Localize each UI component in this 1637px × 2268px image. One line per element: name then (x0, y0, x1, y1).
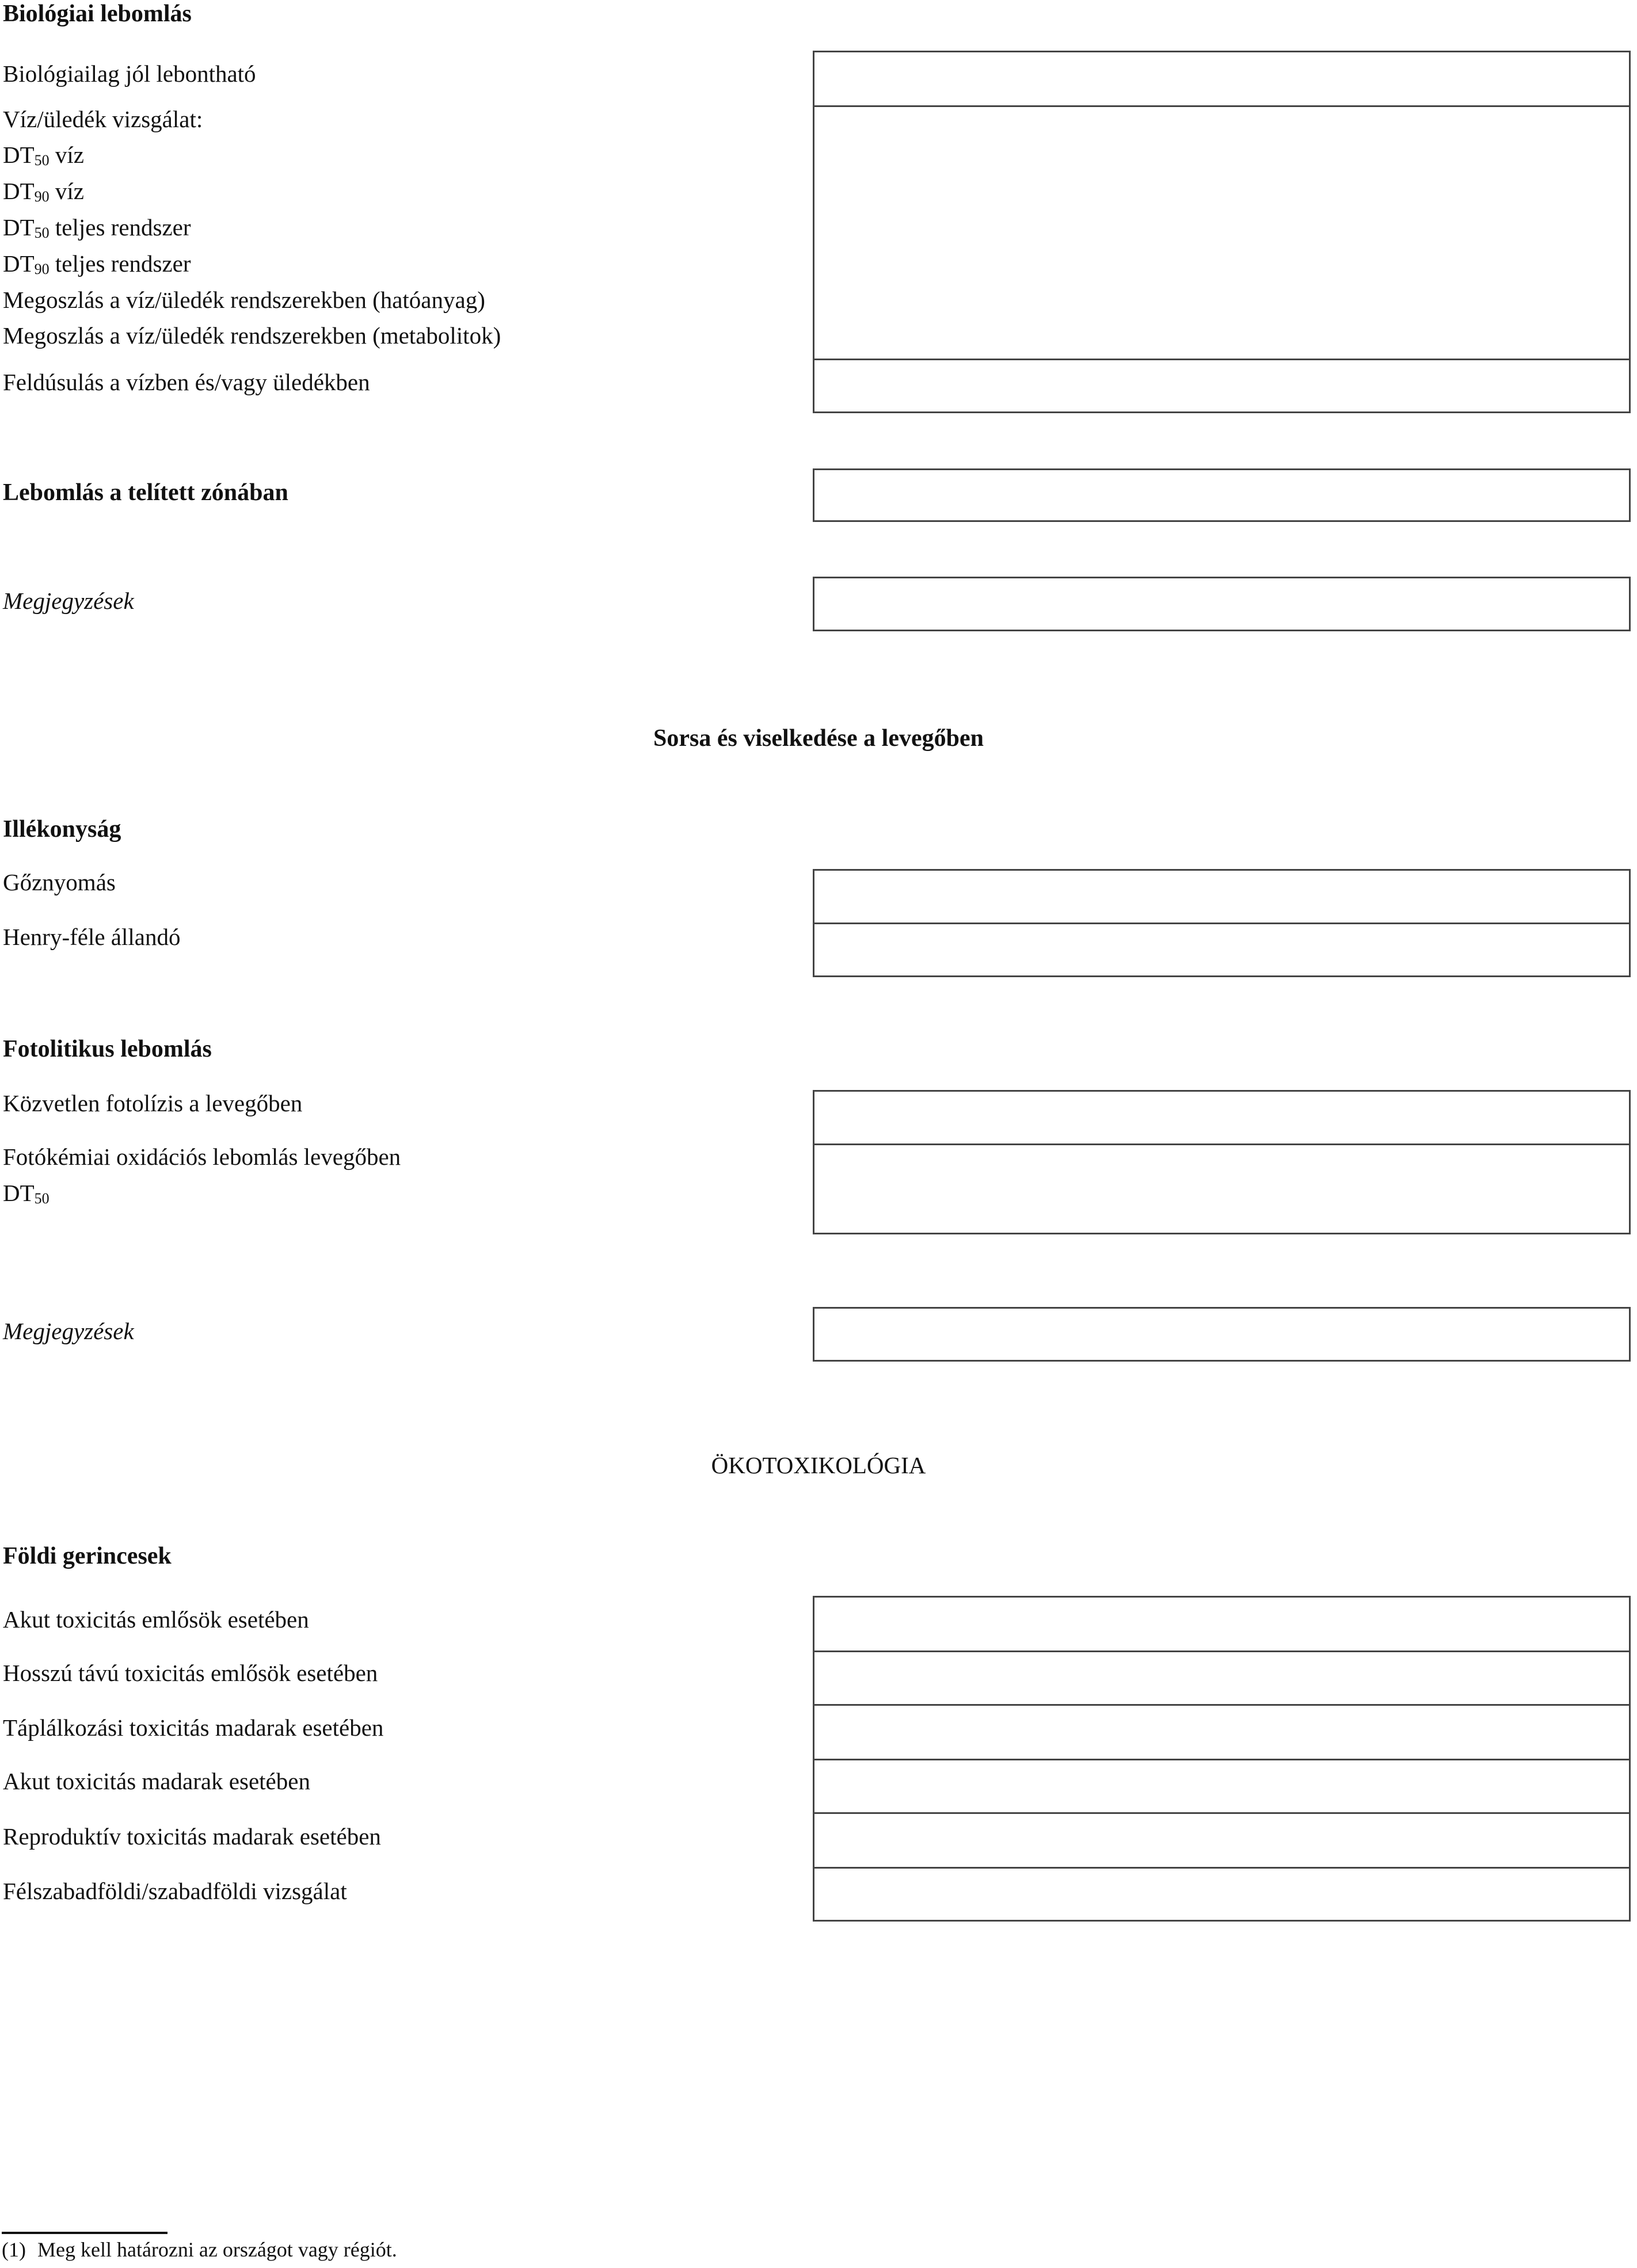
label-readily-biodegradable: Biológiailag jól lebontható (3, 60, 256, 87)
heading-terrestrial-vertebrates: Földi gerincesek (3, 1543, 172, 1569)
footnote-text: Meg kell határozni az országot vagy régiót. (37, 2238, 397, 2261)
footnote-marker: (1) (2, 2238, 26, 2261)
label-reproductive-birds: Reproduktív toxicitás madarak esetében (3, 1823, 381, 1850)
field-field-study[interactable] (813, 1867, 1631, 1922)
field-photochemical-oxidation[interactable] (813, 1143, 1631, 1234)
label-remarks-air: Megjegyzések (3, 1318, 134, 1344)
field-dietary-birds[interactable] (813, 1704, 1631, 1760)
label-dietary-birds: Táplálkozási toxicitás madarak esetében (3, 1714, 384, 1741)
field-acute-birds[interactable] (813, 1759, 1631, 1814)
label-acute-mammals: Akut toxicitás emlősök esetében (3, 1606, 309, 1633)
label-longterm-mammals: Hosszú távú toxicitás emlősök esetében (3, 1660, 378, 1686)
label-water-sediment-study: Víz/üledék vizsgálat: (3, 106, 203, 132)
field-vapour-pressure[interactable] (813, 869, 1631, 924)
label-remarks: Megjegyzések (3, 588, 134, 614)
label-field-study: Félszabadföldi/szabadföldi vizsgálat (3, 1878, 347, 1904)
footnote-divider (2, 2232, 167, 2234)
field-water-sediment[interactable] (813, 105, 1631, 360)
label-dt90-water: $DT_{90}$ víz (3, 178, 84, 205)
field-accumulation[interactable] (813, 359, 1631, 413)
label-direct-photolysis: Közvetlen fotolízis a levegőben (3, 1090, 303, 1116)
field-remarks[interactable] (813, 577, 1631, 631)
field-readily-biodegradable[interactable] (813, 51, 1631, 107)
label-accumulation: Feldúsulás a vízben és/vagy üledékben (3, 369, 370, 395)
field-remarks-air[interactable] (813, 1307, 1631, 1362)
label-distribution-metabolites: Megoszlás a víz/üledék rendszerekben (metabolitok) (3, 322, 501, 349)
label-distribution-active: Megoszlás a víz/üledék rendszerekben (hatóanyag) (3, 287, 485, 313)
label-dt50-whole-system: $DT_{50}$ teljes rendszer (3, 214, 191, 241)
field-direct-photolysis[interactable] (813, 1090, 1631, 1145)
section-title-air: Sorsa és viselkedése a levegőben (653, 725, 984, 752)
label-dt50-air: $DT_{50}$ (3, 1180, 50, 1207)
field-longterm-mammals[interactable] (813, 1651, 1631, 1706)
label-acute-birds: Akut toxicitás madarak esetében (3, 1768, 310, 1794)
label-dt90-whole-system: $DT_{90}$ teljes rendszer (3, 250, 191, 277)
field-henry-constant[interactable] (813, 923, 1631, 977)
section-heading-saturated-zone: Lebomlás a telített zónában (3, 479, 288, 506)
label-photochemical-oxidation: Fotókémiai oxidációs lebomlás levegőben (3, 1143, 401, 1170)
heading-photolytic-degradation: Fotolitikus lebomlás (3, 1036, 212, 1062)
footnote (2, 2237, 397, 2262)
field-acute-mammals[interactable] (813, 1596, 1631, 1652)
field-saturated-zone[interactable] (813, 468, 1631, 522)
label-henry-constant: Henry-féle állandó (3, 924, 181, 950)
heading-volatility: Illékonyság (3, 816, 121, 843)
section-title-ecotoxicology: ÖKOTOXIKOLÓGIA (711, 1452, 926, 1478)
field-reproductive-birds[interactable] (813, 1812, 1631, 1869)
label-vapour-pressure: Gőznyomás (3, 869, 116, 895)
label-dt50-water: $DT_{50}$ víz (3, 142, 84, 169)
section-heading-biodegradation: Biológiai lebomlás (3, 1, 192, 27)
